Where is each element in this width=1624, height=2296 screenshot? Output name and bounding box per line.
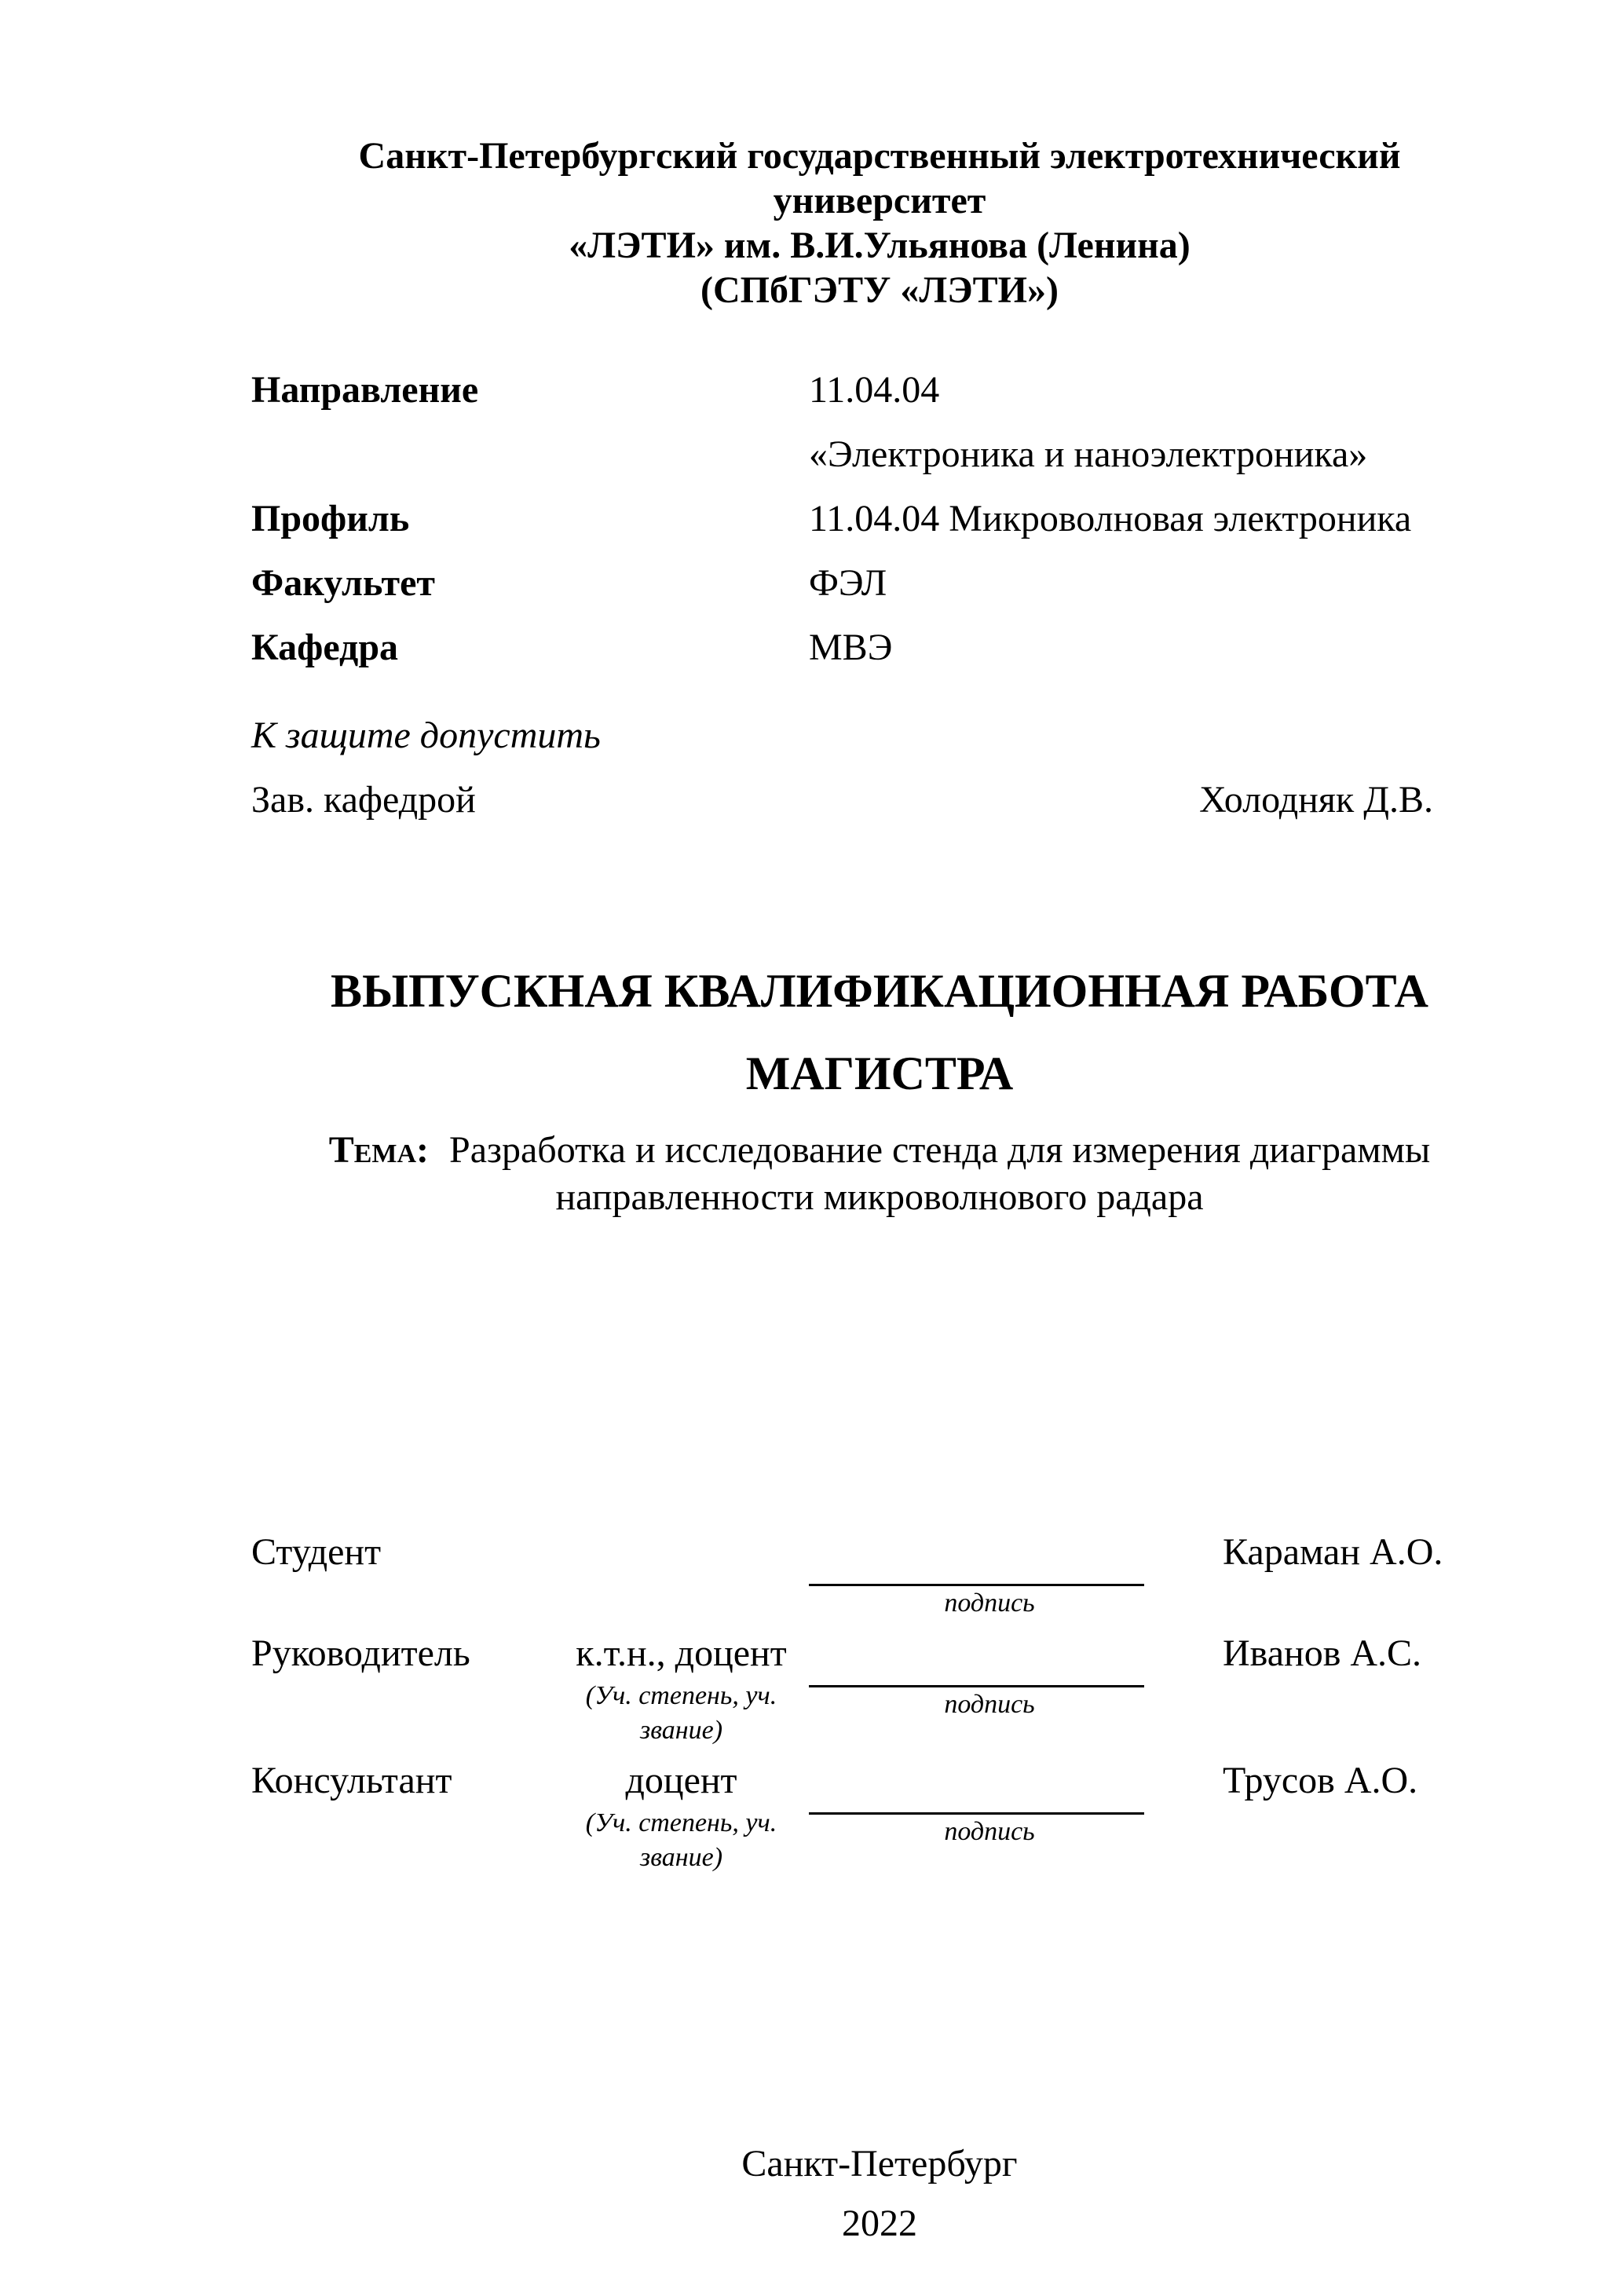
document-footer	[251, 2134, 1508, 2254]
signature-degree-note: (Уч. степень, уч. звание)	[585, 1681, 777, 1745]
university-header	[251, 0, 1508, 313]
admission-block	[251, 704, 1508, 832]
signature-caption: подпись	[944, 1589, 1035, 1618]
signature-table	[251, 1527, 1508, 1875]
field-value-faculty: ФЭЛ	[809, 562, 887, 604]
university-name-line2: «ЛЭТИ» им. В.И.Ульянова (Ленина)	[569, 225, 1191, 266]
signature-name-supervisor: Иванов А.С.	[1223, 1632, 1422, 1674]
footer-year: 2022	[842, 2203, 917, 2244]
signature-line	[809, 1629, 1144, 1687]
field-value-department: МВЭ	[809, 627, 893, 668]
footer-city: Санкт-Петербург	[741, 2143, 1018, 2184]
program-fields	[251, 358, 1508, 680]
field-value-direction-name: «Электроника и наноэлектроника»	[809, 433, 1368, 475]
field-label-department: Кафедра	[251, 627, 399, 668]
signature-degree-text: доцент	[625, 1760, 737, 1801]
signature-degree-supervisor	[554, 1629, 809, 1748]
field-value-profile: 11.04.04 Микроволновая электроника	[809, 498, 1412, 539]
field-row-profile	[251, 487, 1508, 551]
signature-field-consultant	[809, 1756, 1170, 1849]
signature-name-student: Караман А.О.	[1223, 1531, 1443, 1573]
signature-degree-text: к.т.н., доцент	[576, 1632, 787, 1674]
signature-caption: подпись	[944, 1817, 1035, 1846]
signature-role-consultant: Консультант	[251, 1760, 452, 1801]
work-title-line1: ВЫПУСКНАЯ КВАЛИФИКАЦИОННАЯ РАБОТА	[331, 965, 1428, 1017]
field-row-direction-name	[251, 422, 1508, 487]
field-row-direction	[251, 358, 1508, 422]
admission-note: К защите допустить	[251, 715, 601, 756]
signature-degree-note: (Уч. степень, уч. звание)	[585, 1808, 777, 1872]
signature-role-supervisor: Руководитель	[251, 1632, 470, 1674]
signature-line	[809, 1756, 1144, 1815]
signature-field-student	[809, 1527, 1170, 1621]
theme-label: Тема:	[328, 1129, 430, 1171]
field-label-spacer	[251, 422, 809, 487]
head-of-department-name: Холодняк Д.В.	[1199, 779, 1433, 821]
field-row-department	[251, 616, 1508, 680]
theme-text: Разработка и исследование стенда для измерения диаграммы направленности микроволнового радара	[449, 1129, 1431, 1218]
signature-role-student: Студент	[251, 1531, 382, 1573]
university-abbreviation: (СПбГЭТУ «ЛЭТИ»)	[700, 269, 1059, 311]
field-value-direction-code: 11.04.04	[809, 369, 940, 411]
field-row-faculty	[251, 551, 1508, 616]
university-name-line1: Санкт-Петербургский государственный электротехнический университет	[358, 135, 1401, 221]
field-label-profile: Профиль	[251, 498, 410, 539]
field-label-faculty: Факультет	[251, 562, 435, 604]
signature-field-supervisor	[809, 1629, 1170, 1722]
signature-degree-consultant	[554, 1756, 809, 1875]
work-title-line2: МАГИСТРА	[745, 1047, 1014, 1099]
signature-caption: подпись	[944, 1690, 1035, 1719]
signature-row-student	[251, 1527, 1508, 1621]
signature-row-consultant	[251, 1756, 1508, 1875]
page-content	[251, 0, 1508, 2296]
head-of-department-label: Зав. кафедрой	[251, 779, 476, 821]
signature-line	[809, 1527, 1144, 1586]
signature-row-supervisor	[251, 1629, 1508, 1748]
signature-name-consultant: Трусов А.О.	[1223, 1760, 1418, 1801]
field-label-direction: Направление	[251, 369, 479, 411]
work-title	[251, 950, 1508, 1115]
head-of-department-row	[251, 768, 1508, 832]
theme-paragraph	[251, 1127, 1508, 1221]
